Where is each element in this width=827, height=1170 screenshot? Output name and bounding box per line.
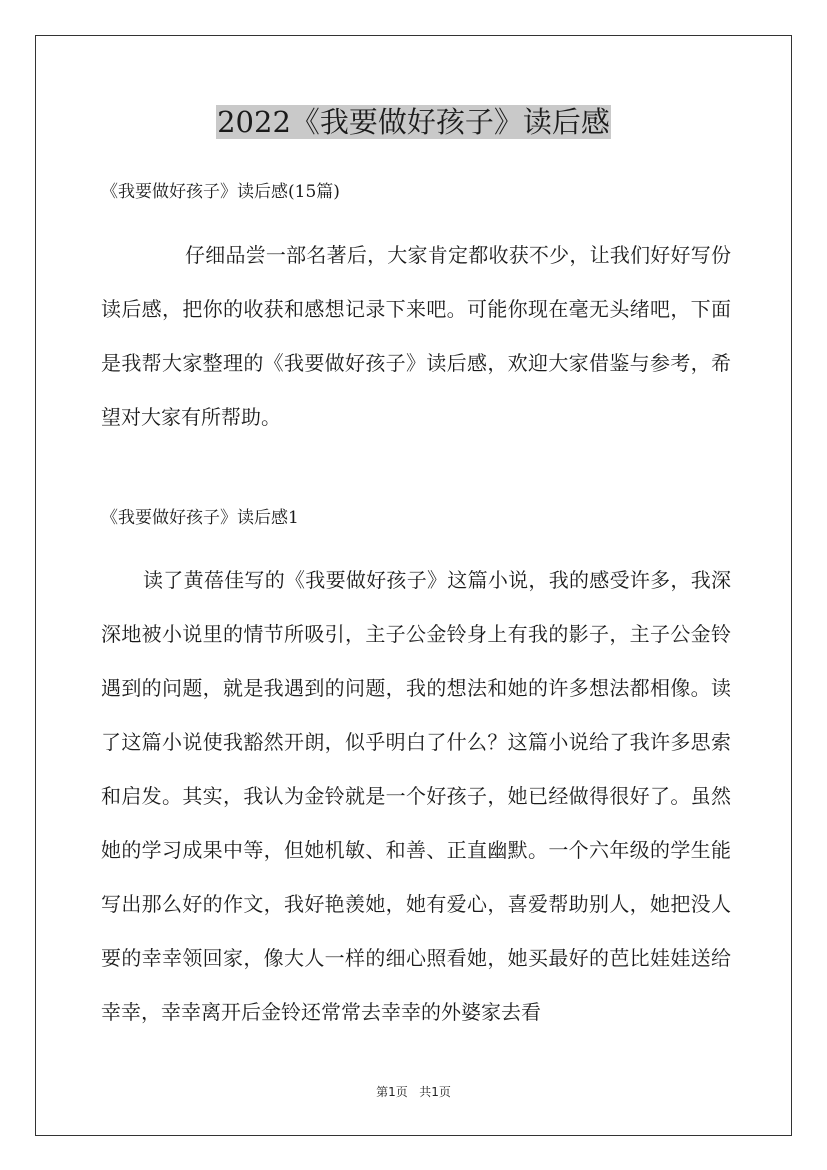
document-title (0, 99, 827, 145)
document-subtitle: 《我要做好孩子》读后感(15篇) (101, 182, 340, 202)
page-number: 第1页 (376, 1085, 408, 1099)
section-body-paragraph: 读了黄蓓佳写的《我要做好孩子》这篇小说，我的感受许多，我深深地被小说里的情节所吸引，主子公金铃身上有我的影子，主子公金铃遇到的问题，就是我遇到的问题，我的想法和她的许多想法都相像。读了这篇小说使我豁然开朗，似乎明白了什么？这篇小说给了我许多思索和启发。其实，我认为金铃就是一个好孩子，她已经做得很好了。虽然她的学习成果中等，但她机敏、和善、正直幽默。一个六年级的学生能写出那么好的作文，我好艳羡她，她有爱心，喜爱帮助别人，她把没人要的幸幸领回家，像大人一样的细心照看她，她买最好的芭比娃娃送给幸幸，幸幸离开后金铃还常常去幸幸的外婆家去看 (101, 568, 731, 1024)
section-heading: 《我要做好孩子》读后感1 (101, 508, 299, 528)
document-title-text: 2022《我要做好孩子》读后感 (217, 105, 610, 139)
page-footer (0, 1082, 827, 1102)
intro-paragraph: 仔细品尝一部名著后，大家肯定都收获不少，让我们好好写份读后感，把你的收获和感想记录下来吧。可能你现在毫无头绪吧，下面是我帮大家整理的《我要做好孩子》读后感，欢迎大家借鉴与参考，希望对大家有所帮助。 (101, 243, 731, 429)
page-total: 共1页 (419, 1085, 451, 1099)
